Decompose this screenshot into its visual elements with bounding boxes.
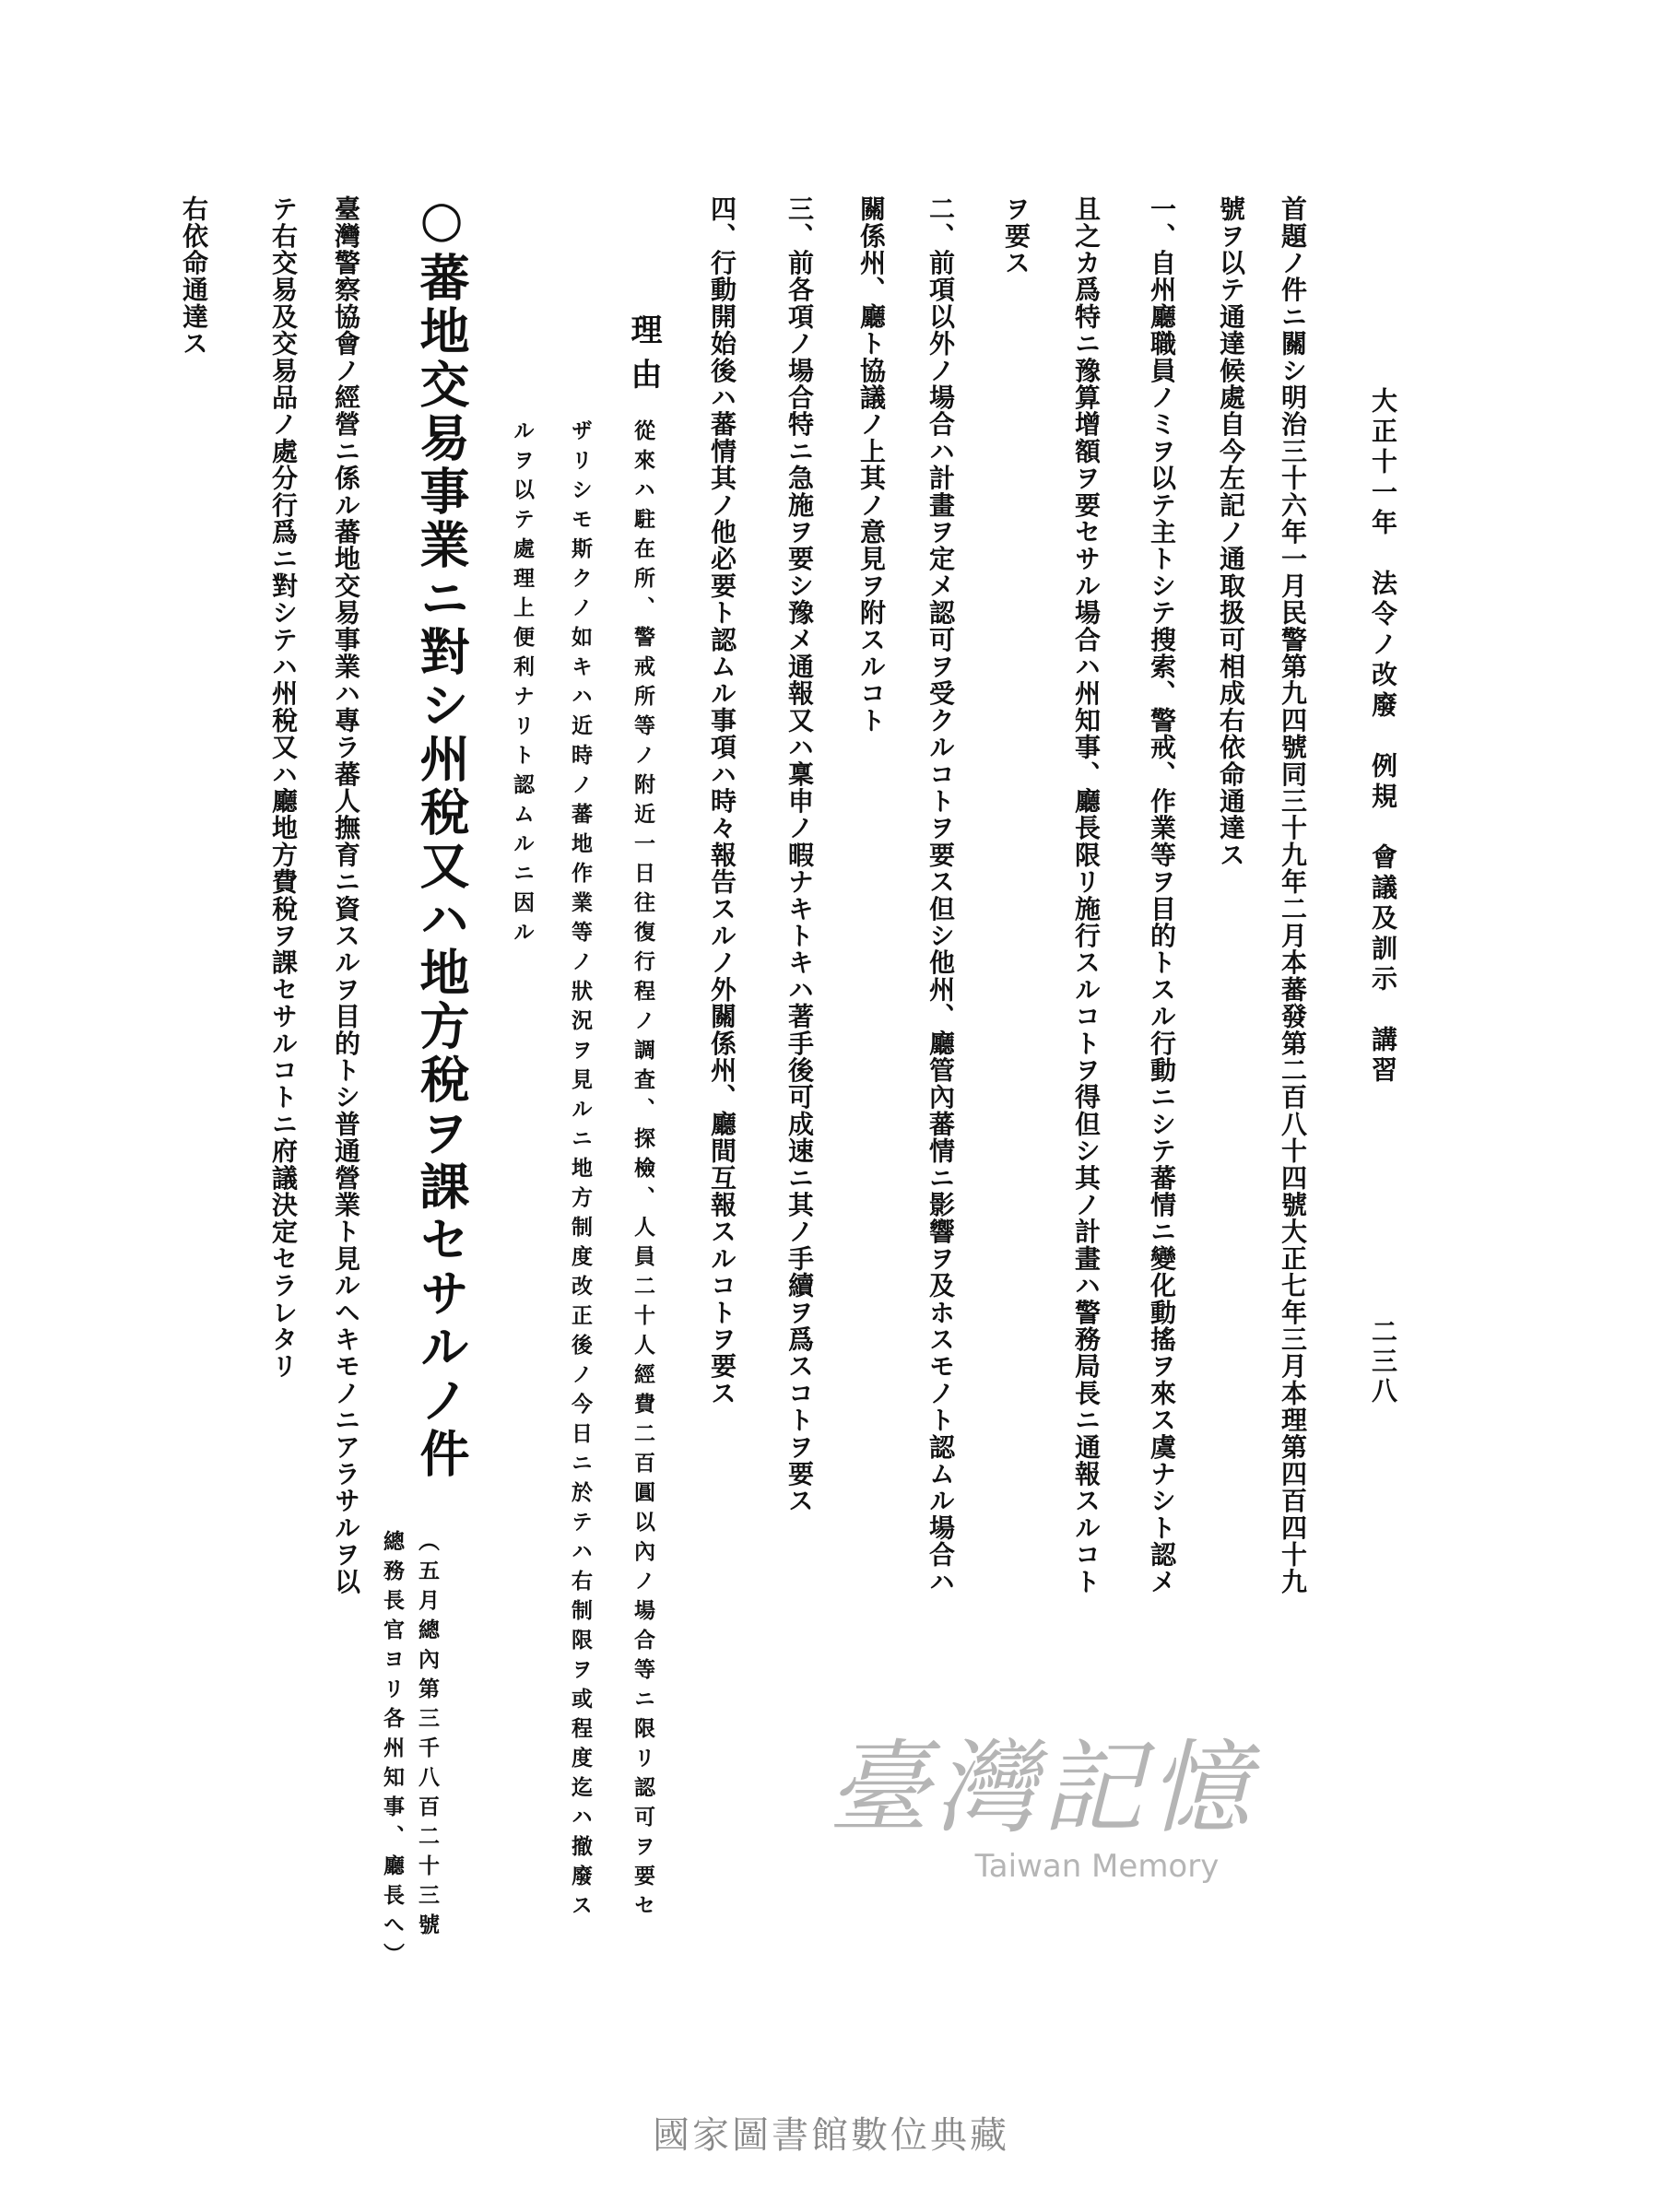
notice-closing: 右依命通達ス <box>179 195 209 358</box>
notice-item-4: 四、行動開始後ハ蕃情其ノ他必要ト認ムル事項ハ時々報告スルノ外關係州、廳間互報スルコトヲ要ス <box>707 195 737 1406</box>
page-number: 二三八 <box>1368 1318 1398 1406</box>
notice-annotation: 總務長官ヨリ各州知事、廳長へ） <box>380 1530 405 1972</box>
watermark-logo-subtext: Taiwan Memory <box>974 1848 1220 1885</box>
notice-item-3: 三、前各項ノ場合特ニ急施ヲ要シ豫メ通報又ハ稟申ノ暇ナキトキハ著手後可成速ニ其ノ手續ヲ爲スコトヲ要ス <box>784 195 815 1514</box>
watermark-logo-text: 臺灣記憶 <box>828 1729 1255 1847</box>
reason-line: 從來ハ駐在所、警戒所等ノ附近一日往復行程ノ調査、探檢、人員二十人經費二百圓以內ノ場合等ニ限リ認可ヲ要セ <box>631 419 655 1924</box>
source-footer: 國家圖書館數位典藏 <box>653 2114 1009 2157</box>
reason-line: ルヲ以テ處理上便利ナリト認ムルニ因ル <box>510 419 535 950</box>
notice-annotation: （五月總內第三千八百二十三號 <box>415 1530 440 1943</box>
notice-body-line: 臺灣警察協會ノ經營ニ係ル蕃地交易事業ハ專ラ蕃人撫育ニ資スルヲ目的トシ普通營業ト見ルヘキモノニアラサルヲ以 <box>331 195 361 1595</box>
notice-body-line: テ右交易及交易品ノ處分行爲ニ對シテハ州稅又ハ廳地方費稅ヲ課セサルコトニ府議決定セラレタリ <box>268 195 299 1380</box>
taiwan-memory-watermark-logo <box>765 1729 1318 1885</box>
notice-line: 且之カ爲特ニ豫算增額ヲ要セサル場合ハ州知事、廳長限リ施行スルコトヲ得但シ其ノ計畫ハ警務局長ニ通報スルコト <box>1071 195 1102 1595</box>
notice-line: 號ヲ以テ通達候處自今左記ノ通取扱可相成右依命通達ス <box>1216 195 1246 868</box>
notice-line: 首題ノ件ニ關シ明治三十六年一月民警第九四號同三十九年二月本蕃發第二百八十四號大正七年三月本理第四百四十九 <box>1278 195 1308 1595</box>
reason-label: 理由 <box>625 313 662 402</box>
notice-item-1: 一、自州廳職員ノミヲ以テ主トシテ搜索、警戒、作業等ヲ目的トスル行動ニシテ蕃情ニ變化動搖ヲ來ス虞ナシト認メ <box>1147 195 1177 1595</box>
running-header: 大正十一年 法令ノ改廢 例規 會議及訓示 講習 <box>1368 387 1398 1087</box>
notice-line: 關係州、廳ト協議ノ上其ノ意見ヲ附スルコト <box>856 195 887 734</box>
notice-title: ○蕃地交易事業ニ對シ州稅又ハ地方稅ヲ課セサルノ件 <box>412 189 471 1481</box>
notice-line: ヲ要ス <box>1001 195 1031 276</box>
notice-item-2: 二、前項以外ノ場合ハ計畫ヲ定メ認可ヲ受クルコトヲ要ス但シ他州、廳管內蕃情ニ影響ヲ及ホスモノト認ムル場合ハ <box>925 195 956 1595</box>
reason-line: ザリシモ斯クノ如キハ近時ノ蕃地作業等ノ狀況ヲ見ルニ地方制度改正後ノ今日ニ於テハ右制限ヲ或程度迄ハ撤廢ス <box>568 419 593 1924</box>
